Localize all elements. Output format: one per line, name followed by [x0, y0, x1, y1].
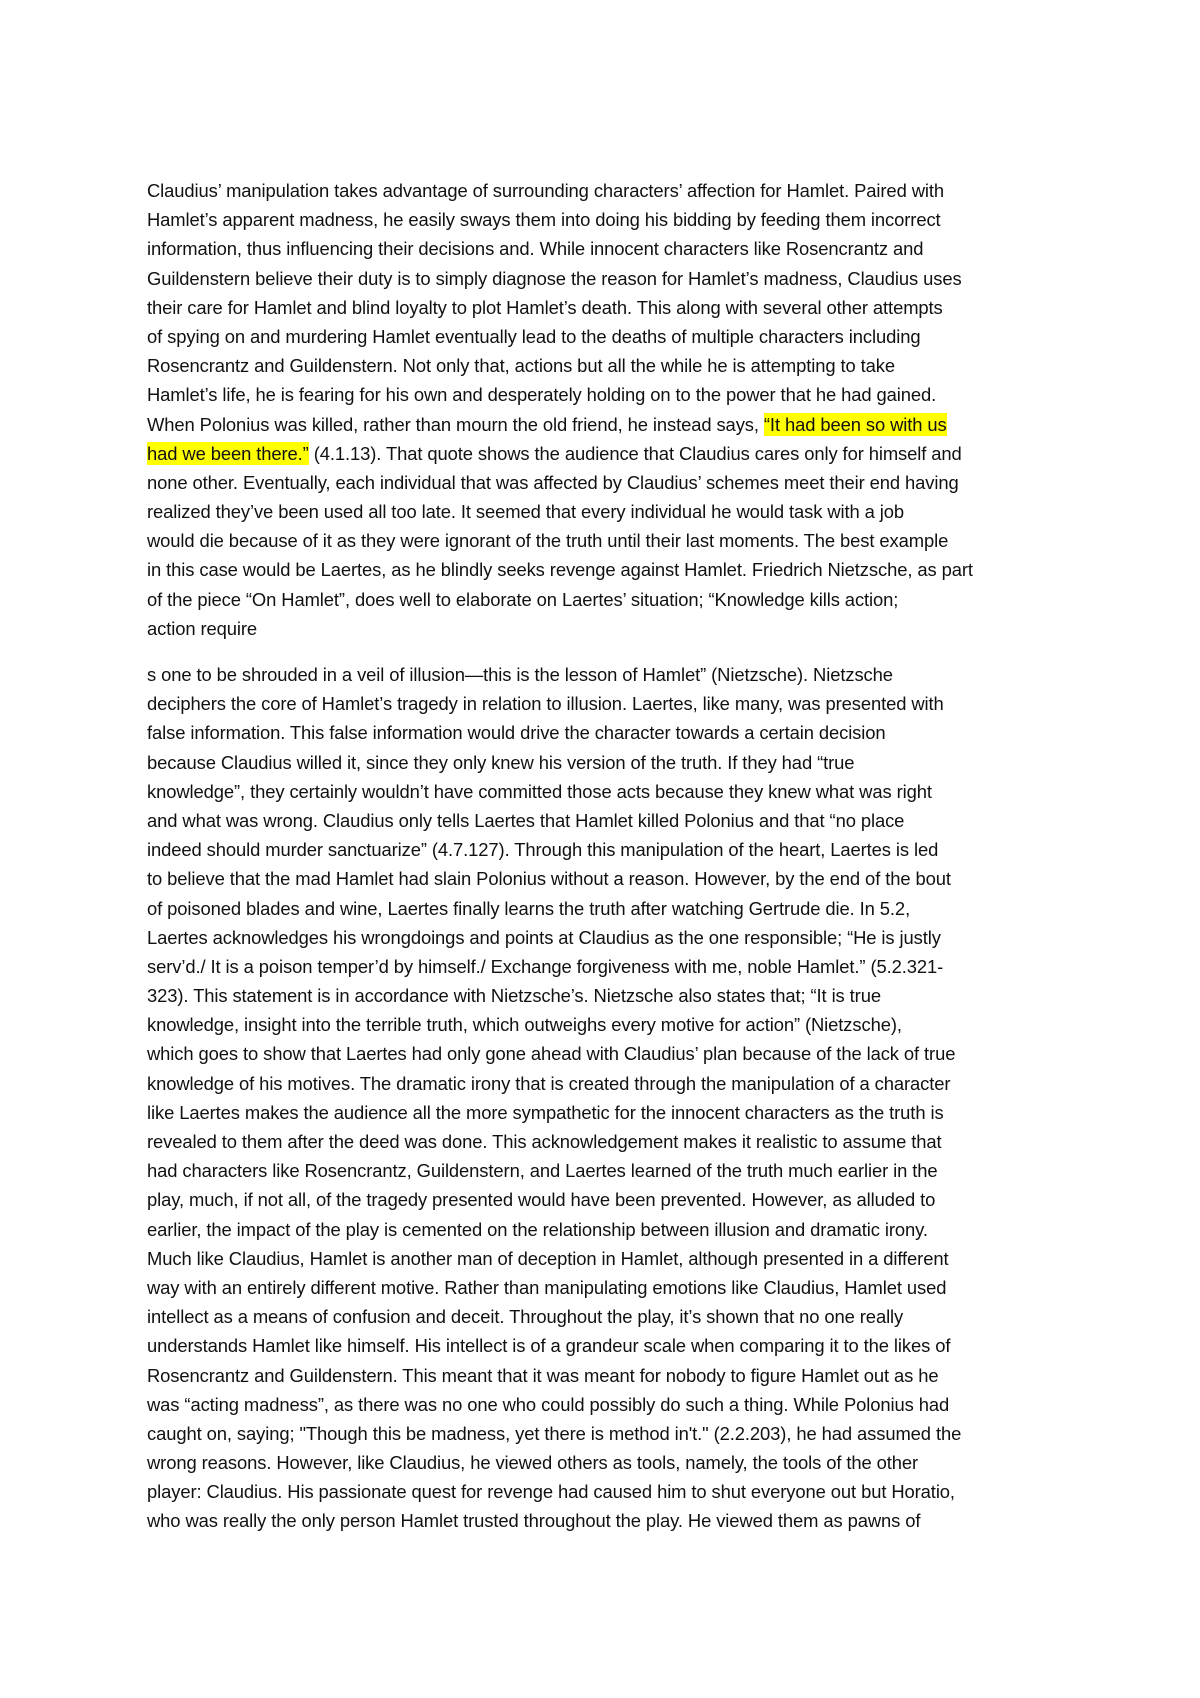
text-line: Laertes acknowledges his wrongdoings and points at Claudius as the one responsible; “He is justly: [147, 926, 941, 948]
text-line: knowledge”, they certainly wouldn’t have committed those acts because they knew what was right: [147, 780, 932, 802]
text-line: Rosencrantz and Guildenstern. This meant that it was meant for nobody to figure Hamlet out as he: [147, 1364, 939, 1386]
text-line: which goes to show that Laertes had only gone ahead with Claudius’ plan because of the lack of true: [147, 1043, 956, 1065]
text-line: Hamlet’s life, he is fearing for his own and desperately holding on to the power that he had gained.: [147, 384, 937, 406]
highlighted-quote: had we been there.”: [147, 442, 309, 464]
text-line: Guildenstern believe their duty is to simply diagnose the reason for Hamlet’s madness, Claudius uses: [147, 267, 962, 289]
text-line: caught on, saying; "Though this be madness, yet there is method in't." (2.2.203), he had assumed the: [147, 1422, 962, 1444]
text-segment: (4.1.13). That quote shows the audience that Claudius cares only for himself and: [308, 442, 962, 464]
essay-paragraph-1: [147, 176, 1077, 643]
text-line: [147, 439, 1077, 468]
text-line: in this case would be Laertes, as he blindly seeks revenge against Hamlet. Friedrich Nietzsche, as part: [147, 559, 973, 581]
text-segment: When Polonius was killed, rather than mourn the old friend, he instead says,: [147, 413, 764, 435]
text-line: understands Hamlet like himself. His intellect is of a grandeur scale when comparing it to the likes of: [147, 1335, 951, 1357]
text-line: action require: [147, 617, 258, 639]
text-line: information, thus influencing their decisions and. While innocent characters like Rosencrantz and: [147, 238, 924, 260]
text-line: deciphers the core of Hamlet’s tragedy in relation to illusion. Laertes, like many, was presented with: [147, 693, 944, 715]
text-line: of poisoned blades and wine, Laertes finally learns the truth after watching Gertrude die. In 5.2,: [147, 897, 911, 919]
text-line: of the piece “On Hamlet”, does well to elaborate on Laertes’ situation; “Knowledge kills action;: [147, 588, 899, 610]
text-line: of spying on and murdering Hamlet eventually lead to the deaths of multiple characters including: [147, 325, 921, 347]
text-line: [147, 410, 1077, 439]
text-line: had characters like Rosencrantz, Guildenstern, and Laertes learned of the truth much earlier in the: [147, 1160, 938, 1182]
text-line: revealed to them after the deed was done. This acknowledgement makes it realistic to assume that: [147, 1131, 942, 1152]
text-line: indeed should murder sanctuarize” (4.7.127). Through this manipulation of the heart, Laertes is led: [147, 839, 939, 861]
text-line: serv’d./ It is a poison temper’d by himself./ Exchange forgiveness with me, noble Hamlet.” (5.2.321-: [147, 955, 944, 977]
text-line: and what was wrong. Claudius only tells Laertes that Hamlet killed Polonius and that “no place: [147, 809, 905, 831]
text-line: to believe that the mad Hamlet had slain Polonius without a reason. However, by the end of the bout: [147, 868, 951, 890]
text-line: like Laertes makes the audience all the more sympathetic for the innocent characters as the truth is: [147, 1101, 944, 1123]
text-line: Claudius’ manipulation takes advantage of surrounding characters’ affection for Hamlet. Paired with: [147, 180, 945, 201]
text-line: realized they’ve been used all too late. It seemed that every individual he would task with a job: [147, 501, 905, 523]
text-line: 323). This statement is in accordance with Nietzsche’s. Nietzsche also states that; “It is true: [147, 985, 881, 1007]
highlighted-quote: “It had been so with us: [763, 413, 947, 435]
text-line: their care for Hamlet and blind loyalty to plot Hamlet’s death. This along with several other attempts: [147, 296, 943, 318]
essay-paragraph-2: [147, 660, 1077, 1536]
text-line: would die because of it as they were ignorant of the truth until their last moments. The best example: [147, 530, 949, 552]
text-line: Much like Claudius, Hamlet is another man of deception in Hamlet, although presented in a different: [147, 1247, 949, 1269]
text-line: intellect as a means of confusion and deceit. Throughout the play, it’s shown that no one really: [147, 1306, 904, 1328]
text-line: was “acting madness”, as there was no one who could possibly do such a thing. While Polonius had: [147, 1393, 950, 1415]
text-line: who was really the only person Hamlet trusted throughout the play. He viewed them as pawns of: [147, 1510, 921, 1532]
text-line: none other. Eventually, each individual that was affected by Claudius’ schemes meet their end having: [147, 471, 959, 493]
text-line: wrong reasons. However, like Claudius, he viewed others as tools, namely, the tools of the other: [147, 1452, 919, 1474]
text-line: s one to be shrouded in a veil of illusion—this is the lesson of Hamlet” (Nietzsche). Nietzsche: [147, 664, 893, 685]
text-line: earlier, the impact of the play is cemented on the relationship between illusion and dramatic irony.: [147, 1218, 928, 1240]
text-line: Rosencrantz and Guildenstern. Not only that, actions but all the while he is attempting to take: [147, 355, 896, 377]
text-line: knowledge of his motives. The dramatic irony that is created through the manipulation of a character: [147, 1072, 951, 1094]
text-line: Hamlet’s apparent madness, he easily sways them into doing his bidding by feeding them incorrect: [147, 209, 941, 231]
text-line: player: Claudius. His passionate quest for revenge had caused him to shut everyone out but Horatio,: [147, 1481, 955, 1503]
text-line: knowledge, insight into the terrible truth, which outweighs every motive for action” (Nietzsche),: [147, 1014, 902, 1036]
text-line: way with an entirely different motive. Rather than manipulating emotions like Claudius, Hamlet used: [147, 1276, 947, 1298]
text-line: because Claudius willed it, since they only knew his version of the truth. If they had “true: [147, 751, 855, 773]
text-line: play, much, if not all, of the tragedy presented would have been prevented. However, as alluded to: [147, 1189, 936, 1211]
text-line: false information. This false information would drive the character towards a certain decision: [147, 722, 886, 744]
